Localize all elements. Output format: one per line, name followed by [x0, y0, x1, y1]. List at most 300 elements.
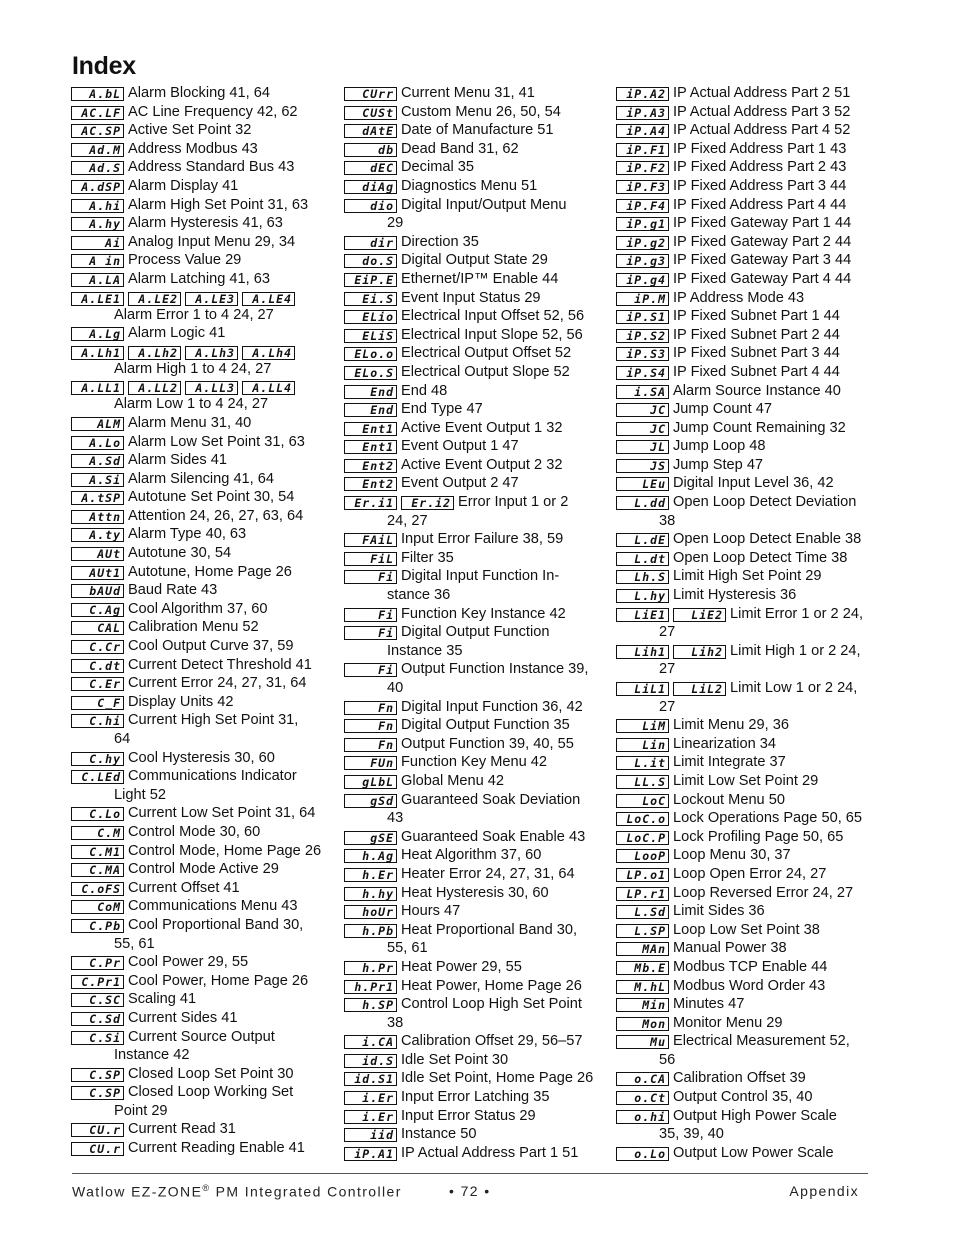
parameter-code-box: Min [616, 998, 669, 1012]
entry-description: Heater Error 24, 27, 31, 64 [401, 865, 575, 882]
entry-description: Input Error Status 29 [401, 1107, 536, 1124]
parameter-code-box: AC.LF [71, 106, 124, 120]
entry-description: Cool Hysteresis 30, 60 [128, 749, 275, 766]
parameter-codes [344, 326, 397, 345]
index-entry [344, 660, 606, 697]
parameter-code-box: L.dd [616, 496, 669, 510]
parameter-codes [71, 103, 124, 122]
index-entry [616, 958, 878, 977]
parameter-code-box: L.hy [616, 589, 669, 603]
index-entry [344, 270, 606, 289]
entry-description: Open Loop Detect Deviation [673, 494, 857, 511]
entry-description: Function Key Instance 42 [401, 605, 566, 622]
index-entry [616, 382, 878, 401]
parameter-codes [71, 953, 124, 972]
parameter-codes [344, 419, 397, 438]
parameter-code-box: LiL1 [616, 682, 669, 696]
index-entry [616, 140, 878, 159]
parameter-code-box: A.Si [71, 473, 124, 487]
parameter-code-box: CUSt [344, 106, 397, 120]
index-entry [616, 995, 878, 1014]
parameter-code-box: gSd [344, 794, 397, 808]
parameter-codes [71, 879, 124, 898]
parameter-codes [71, 842, 124, 861]
entry-description: Limit High Set Point 29 [673, 568, 822, 585]
entry-description: Alarm Type 40, 63 [128, 526, 247, 543]
index-entry [344, 698, 606, 717]
parameter-codes [71, 289, 295, 306]
entry-description: Alarm High Set Point 31, 63 [128, 196, 309, 213]
entry-description: Digital Input Level 36, 42 [673, 475, 834, 492]
parameter-codes [616, 530, 669, 549]
entry-continuation: 64 [114, 731, 131, 747]
parameter-codes [344, 660, 397, 679]
index-entry [616, 1144, 878, 1163]
parameter-code-box: Mon [616, 1017, 669, 1031]
parameter-codes [616, 493, 669, 512]
entry-description: Address Standard Bus 43 [128, 159, 295, 176]
index-entry [616, 809, 878, 828]
index-column-middle [344, 84, 606, 1162]
parameter-codes [344, 1088, 397, 1107]
parameter-codes [616, 921, 669, 940]
entry-continuation: Light 52 [114, 786, 166, 803]
parameter-codes [71, 84, 124, 103]
parameter-codes [71, 470, 124, 489]
parameter-codes [616, 251, 669, 270]
index-entry [616, 196, 878, 215]
parameter-codes [344, 530, 397, 549]
index-entry [71, 1009, 333, 1028]
parameter-code-box: do.S [344, 254, 397, 268]
index-entry [71, 140, 333, 159]
index-entry [616, 419, 878, 438]
parameter-code-box: A.LL4 [242, 381, 295, 395]
entry-description: Cool Power 29, 55 [128, 954, 249, 971]
entry-description: Electrical Output Slope 52 [401, 363, 570, 380]
index-entry [71, 196, 333, 215]
parameter-code-box: L.SP [616, 924, 669, 938]
parameter-codes [344, 1125, 397, 1144]
parameter-codes [616, 1144, 669, 1163]
parameter-code-box: C.Pb [71, 919, 124, 933]
parameter-codes [344, 1107, 397, 1126]
page-title: Index [72, 52, 136, 80]
index-entry [344, 419, 606, 438]
entry-description: Electrical Output Offset 52 [401, 345, 572, 362]
index-entry [71, 1065, 333, 1084]
entry-description: Jump Count Remaining 32 [673, 419, 846, 436]
index-entry [616, 270, 878, 289]
parameter-codes [616, 270, 669, 289]
parameter-code-box: Ei.S [344, 292, 397, 306]
entry-description: Current Menu 31, 41 [401, 85, 535, 101]
index-column-left [71, 84, 333, 1158]
parameter-code-box: LoC.P [616, 831, 669, 845]
parameter-code-box: iid [344, 1128, 397, 1142]
entry-description: Monitor Menu 29 [673, 1014, 783, 1031]
index-entry [71, 84, 333, 103]
parameter-code-box: L.dt [616, 552, 669, 566]
entry-description: Output Function 39, 40, 55 [401, 735, 574, 752]
parameter-code-box: CoM [71, 900, 124, 914]
parameter-code-box: id.S1 [344, 1072, 397, 1086]
entry-description: Baud Rate 43 [128, 582, 218, 599]
index-entry [344, 326, 606, 345]
entry-description: Custom Menu 26, 50, 54 [401, 103, 561, 120]
parameter-code-box: A.hi [71, 199, 124, 213]
parameter-codes [344, 84, 397, 103]
entry-description: Limit Integrate 37 [673, 754, 786, 771]
parameter-code-box: AUt1 [71, 566, 124, 580]
index-entry [344, 493, 606, 530]
parameter-code-box: ELio [344, 310, 397, 324]
parameter-codes [344, 1032, 397, 1051]
parameter-code-box: LooP [616, 849, 669, 863]
parameter-codes [71, 693, 124, 712]
entry-description: Error Input 1 or 2 [458, 494, 569, 511]
index-entry [344, 289, 606, 308]
entry-description: Electrical Input Offset 52, 56 [401, 308, 585, 325]
parameter-code-box: AUt [71, 547, 124, 561]
footer-divider [72, 1173, 868, 1174]
parameter-code-box: dir [344, 236, 397, 250]
index-entry [71, 177, 333, 196]
parameter-code-box: gSE [344, 831, 397, 845]
index-entry [344, 177, 606, 196]
index-entry [71, 656, 333, 675]
index-entry [616, 251, 878, 270]
parameter-codes [616, 456, 669, 475]
parameter-codes [616, 1032, 669, 1051]
entry-continuation: 24, 27 [387, 512, 428, 529]
parameter-codes [344, 958, 397, 977]
index-entry [616, 605, 878, 642]
index-entry [71, 749, 333, 768]
entry-description: Cool Output Curve 37, 59 [128, 638, 294, 655]
parameter-code-box: C.M [71, 826, 124, 840]
index-entry [344, 1032, 606, 1051]
entry-continuation: 55, 61 [114, 935, 155, 952]
parameter-codes [616, 995, 669, 1014]
index-entry [344, 921, 606, 958]
entry-description: Output Low Power Scale [673, 1144, 834, 1161]
parameter-code-box: Fi [344, 570, 397, 584]
entry-description: Current Error 24, 27, 31, 64 [128, 675, 307, 692]
parameter-code-box: A in [71, 254, 124, 268]
parameter-code-box: C.Si [71, 1031, 124, 1045]
index-column-right [616, 84, 878, 1162]
parameter-codes [71, 177, 124, 196]
entry-description: Open Loop Detect Time 38 [673, 549, 848, 566]
parameter-codes [344, 735, 397, 754]
entry-description: Digital Input/Output Menu [401, 196, 567, 213]
entry-continuation: Instance 42 [114, 1047, 190, 1064]
index-entry [71, 270, 333, 289]
parameter-codes [71, 507, 124, 526]
entry-description: Digital Output Function 35 [401, 717, 570, 734]
page-number: • 72 • [449, 1183, 491, 1199]
parameter-code-box: C.oFS [71, 882, 124, 896]
entry-description: IP Fixed Gateway Part 2 44 [673, 233, 852, 250]
parameter-code-box: C.Pr [71, 956, 124, 970]
entry-description: Current Detect Threshold 41 [128, 656, 312, 673]
parameter-code-box: h.Er [344, 868, 397, 882]
parameter-code-box: iP.g1 [616, 217, 669, 231]
parameter-code-box: C.Ag [71, 603, 124, 617]
parameter-codes [344, 103, 397, 122]
parameter-code-box: h.Ag [344, 849, 397, 863]
index-entry [71, 378, 333, 414]
parameter-code-box: C.Lo [71, 807, 124, 821]
entry-description: Manual Power 38 [673, 940, 787, 957]
entry-description: Limit Menu 29, 36 [673, 717, 790, 734]
index-entry [616, 1088, 878, 1107]
parameter-codes [344, 884, 397, 903]
index-entry [344, 549, 606, 568]
parameter-codes [344, 902, 397, 921]
index-entry [344, 772, 606, 791]
entry-description: Digital Output Function [401, 624, 550, 641]
parameter-codes [616, 716, 669, 735]
index-entry [71, 233, 333, 252]
parameter-code-box: CAL [71, 621, 124, 635]
parameter-codes [616, 419, 669, 438]
parameter-code-box: AC.SP [71, 124, 124, 138]
entry-description: Alarm Sides 41 [128, 452, 227, 469]
index-entry [71, 953, 333, 972]
parameter-code-box: A.Lh4 [242, 346, 295, 360]
parameter-codes [616, 977, 669, 996]
entry-description: IP Fixed Address Part 2 43 [673, 159, 847, 176]
parameter-code-box: gLbL [344, 775, 397, 789]
parameter-codes [616, 846, 669, 865]
parameter-codes [616, 884, 669, 903]
entry-description: Communications Menu 43 [128, 898, 298, 915]
parameter-code-box: diAg [344, 180, 397, 194]
index-entry [71, 563, 333, 582]
parameter-code-box: iP.A2 [616, 87, 669, 101]
index-entry [71, 823, 333, 842]
entry-description: Calibration Offset 39 [673, 1070, 806, 1087]
parameter-codes [616, 753, 669, 772]
parameter-codes [71, 1028, 124, 1047]
parameter-code-box: A.LE2 [128, 292, 181, 306]
parameter-codes [71, 581, 124, 600]
entry-description: Output Function Instance 39, [401, 661, 589, 678]
parameter-code-box: Ad.S [71, 161, 124, 175]
parameter-code-box: Mu [616, 1035, 669, 1049]
parameter-codes [616, 121, 669, 140]
index-entry [616, 437, 878, 456]
parameter-codes [71, 804, 124, 823]
index-entry [344, 1088, 606, 1107]
parameter-code-box: dAtE [344, 124, 397, 138]
parameter-codes [71, 414, 124, 433]
entry-description: Cool Power, Home Page 26 [128, 972, 309, 989]
entry-description: Limit Sides 36 [673, 903, 765, 920]
entry-description: Heat Power, Home Page 26 [401, 977, 582, 994]
parameter-codes [71, 563, 124, 582]
entry-description: Cool Algorithm 37, 60 [128, 600, 268, 617]
registered-mark: ® [202, 1183, 211, 1193]
parameter-codes [344, 233, 397, 252]
entry-description: Closed Loop Working Set [128, 1084, 294, 1101]
parameter-code-box: Ent2 [344, 459, 397, 473]
parameter-code-box: Fn [344, 719, 397, 733]
entry-description: Event Output 1 47 [401, 438, 519, 455]
parameter-code-box: C.SC [71, 993, 124, 1007]
index-entry [344, 1069, 606, 1088]
index-entry [71, 451, 333, 470]
entry-description: Digital Output State 29 [401, 252, 548, 269]
index-entry [71, 711, 333, 748]
parameter-code-box: iP.S2 [616, 329, 669, 343]
parameter-codes [344, 270, 397, 289]
entry-description: Output High Power Scale [673, 1107, 837, 1124]
entry-continuation: 27 [659, 624, 676, 641]
index-entry [616, 307, 878, 326]
parameter-codes [344, 772, 397, 791]
parameter-code-box: A.LE3 [185, 292, 238, 306]
footer-product [72, 1183, 402, 1200]
parameter-codes [344, 363, 397, 382]
parameter-code-box: LiM [616, 719, 669, 733]
index-entry [344, 103, 606, 122]
index-entry [344, 84, 606, 103]
index-entry [616, 530, 878, 549]
entry-description: Address Modbus 43 [128, 140, 258, 157]
parameter-code-box: iP.F3 [616, 180, 669, 194]
parameter-codes [344, 474, 397, 493]
parameter-code-box: LL.S [616, 775, 669, 789]
parameter-codes [344, 158, 397, 177]
index-entry [616, 400, 878, 419]
index-entry [344, 884, 606, 903]
parameter-codes [344, 400, 397, 419]
parameter-codes [616, 679, 726, 698]
parameter-code-box: L.dE [616, 533, 669, 547]
index-entry [344, 846, 606, 865]
parameter-code-box: A.ty [71, 528, 124, 542]
index-entry [344, 828, 606, 847]
entry-description: Guaranteed Soak Deviation [401, 791, 581, 808]
entry-description: Scaling 41 [128, 991, 197, 1008]
entry-description: Jump Loop 48 [673, 438, 766, 455]
index-entry [344, 158, 606, 177]
entry-description: Attention 24, 26, 27, 63, 64 [128, 507, 304, 524]
parameter-codes [616, 549, 669, 568]
parameter-codes [71, 196, 124, 215]
entry-description: Idle Set Point 30 [401, 1051, 509, 1068]
parameter-codes [344, 995, 397, 1014]
parameter-code-box: iP.A4 [616, 124, 669, 138]
parameter-code-box: A.LL3 [185, 381, 238, 395]
index-entry [71, 1028, 333, 1065]
index-entry [71, 600, 333, 619]
parameter-code-box: iP.M [616, 292, 669, 306]
index-entry [344, 344, 606, 363]
parameter-codes [71, 1083, 124, 1102]
entry-description: Input Error Failure 38, 59 [401, 531, 564, 548]
entry-continuation: Alarm High 1 to 4 24, 27 [114, 360, 272, 377]
parameter-codes [616, 103, 669, 122]
index-entry [616, 884, 878, 903]
parameter-code-box: LP.r1 [616, 887, 669, 901]
index-entry [616, 791, 878, 810]
entry-description: Cool Proportional Band 30, [128, 916, 304, 933]
entry-continuation: Alarm Error 1 to 4 24, 27 [114, 306, 274, 323]
parameter-code-box: iP.F2 [616, 161, 669, 175]
entry-description: Instance 50 [401, 1126, 477, 1143]
index-entry [616, 493, 878, 530]
index-entry [344, 735, 606, 754]
index-entry [344, 865, 606, 884]
parameter-code-box: o.CA [616, 1072, 669, 1086]
entry-description: Limit Low Set Point 29 [673, 772, 819, 789]
parameter-code-box: LP.o1 [616, 868, 669, 882]
index-entry [344, 1051, 606, 1070]
entry-description: Limit Error 1 or 2 24, [730, 605, 864, 622]
parameter-codes [344, 289, 397, 308]
parameter-codes [616, 939, 669, 958]
entry-description: IP Fixed Subnet Part 4 44 [673, 363, 840, 380]
parameter-code-box: LiE1 [616, 608, 669, 622]
parameter-code-box: Ad.M [71, 143, 124, 157]
parameter-codes [71, 121, 124, 140]
entry-description: Alarm Menu 31, 40 [128, 414, 252, 431]
parameter-code-box: C.MA [71, 863, 124, 877]
parameter-codes [616, 326, 669, 345]
index-entry [71, 842, 333, 861]
entry-description: IP Fixed Address Part 3 44 [673, 177, 847, 194]
index-entry [71, 544, 333, 563]
parameter-code-box: JC [616, 403, 669, 417]
parameter-codes [71, 618, 124, 637]
parameter-codes [616, 140, 669, 159]
parameter-code-box: h.hy [344, 887, 397, 901]
parameter-codes [344, 865, 397, 884]
index-entry [344, 363, 606, 382]
parameter-codes [71, 1139, 124, 1158]
index-entry [344, 753, 606, 772]
entry-continuation: 43 [387, 810, 404, 827]
entry-description: IP Fixed Gateway Part 4 44 [673, 270, 852, 287]
entry-description: Jump Step 47 [673, 456, 764, 473]
index-entry [71, 103, 333, 122]
index-entry [71, 916, 333, 953]
index-entry [616, 549, 878, 568]
parameter-codes [71, 1120, 124, 1139]
index-entry [344, 1125, 606, 1144]
index-entry [344, 474, 606, 493]
parameter-code-box: iP.S1 [616, 310, 669, 324]
entry-description: Digital Input Function In- [401, 568, 560, 585]
index-entry [616, 103, 878, 122]
parameter-codes [616, 382, 669, 401]
parameter-code-box: L.Sd [616, 905, 669, 919]
entry-description: Modbus Word Order 43 [673, 977, 826, 994]
parameter-codes [616, 865, 669, 884]
entry-description: Filter 35 [401, 549, 454, 566]
parameter-code-box: A.LE1 [71, 292, 124, 306]
parameter-codes [616, 214, 669, 233]
entry-description: Global Menu 42 [401, 772, 505, 789]
entry-description: Autotune, Home Page 26 [128, 563, 292, 580]
entry-description: Control Mode 30, 60 [128, 823, 261, 840]
entry-description: Limit High 1 or 2 24, [730, 642, 861, 659]
index-entry [616, 753, 878, 772]
